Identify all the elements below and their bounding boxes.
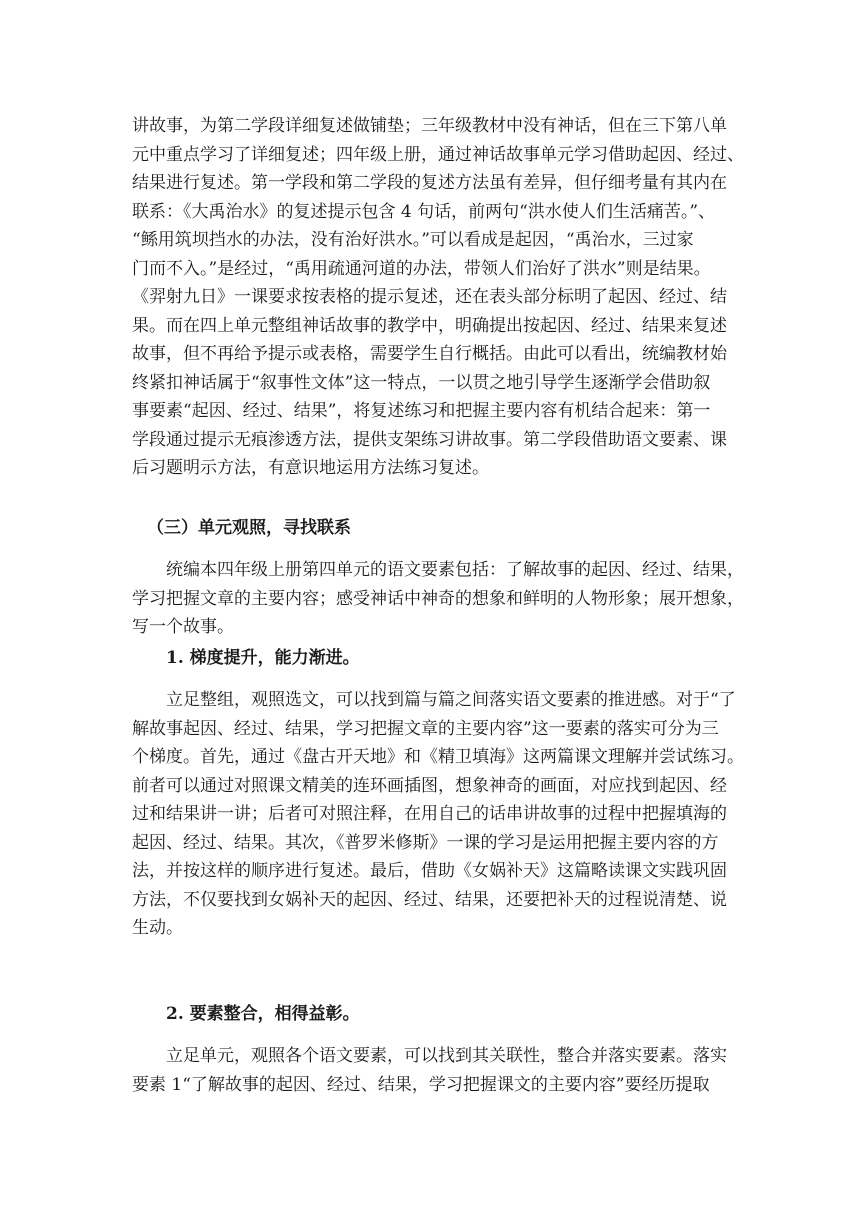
- body-paragraph-1: [132, 112, 744, 483]
- paragraph-line: 写一个故事。: [132, 617, 234, 637]
- paragraph-line: 法，并按这样的顺序进行复述。最后，借助《女娲补天》这篇略读课文实践巩固: [132, 861, 727, 881]
- paragraph-line: 《羿射九日》一课要求按表格的提示复述，还在表头部分标明了起因、经过、结: [132, 287, 727, 307]
- paragraph-line: 前者可以通过对照课文精美的连环画插图，想象神奇的画面，对应找到起因、经: [132, 775, 727, 796]
- paragraph-line: 联系：《大禹治水》的复述提示包含 4 句话，前两句“洪水使人们生活痛苦。”、: [132, 201, 716, 222]
- paragraph-line: 后习题明示方法，有意识地运用方法练习复述。: [132, 458, 489, 478]
- paragraph-line: 解故事起因、经过、结果，学习把握文章的主要内容”这一要素的落实可分为三: [132, 718, 719, 739]
- paragraph-line: 讲故事，为第二学段详细复述做铺垫；三年级教材中没有神话，但在三下第八单: [132, 116, 727, 136]
- paragraph-line: 个梯度。首先，通过《盘古开天地》和《精卫填海》这两篇课文理解并尝试练习。: [132, 747, 744, 767]
- paragraph-line: 结果进行复述。第一学段和第二学段的复述方法虽有差异，但仔细考量有其内在: [132, 173, 727, 193]
- paragraph-line: 终紧扣神话属于“叙事性文体”这一特点，一以贯之地引导学生逐渐学会借助叙: [132, 372, 711, 393]
- paragraph-line: 果。而在四上单元整组神话故事的教学中，明确提出按起因、经过、结果来复述: [132, 315, 727, 336]
- paragraph-line: 方法，不仅要找到女娲补天的起因、经过、结果，还要把补天的过程说清楚、说: [132, 889, 727, 910]
- body-paragraph-3: [132, 686, 744, 943]
- paragraph-line: 元中重点学习了详细复述；四年级上册，通过神话故事单元学习借助起因、经过、: [132, 144, 744, 165]
- paragraph-line: 门而不入。”是经过，“禹用疏通河道的办法，带领人们治好了洪水”则是结果。: [132, 258, 711, 279]
- paragraph-line: 故事，但不再给予提示或表格，需要学生自行概括。由此可以看出，统编教材始: [132, 344, 727, 364]
- paragraph-line: 学段通过提示无痕渗透方法，提供支架练习讲故事。第二学段借助语文要素、课: [132, 429, 727, 450]
- subsection-heading: 2. 要素整合，相得益彰。: [166, 1004, 360, 1024]
- body-paragraph-4: [132, 1042, 736, 1099]
- section-heading: （三）单元观照，寻找联系: [147, 518, 351, 538]
- subsection-heading: 1. 梯度提升，能力渐进。: [166, 648, 360, 668]
- paragraph-line: “鲧用筑坝挡水的办法，没有治好洪水。”可以看成是起因，“禹治水，三过家: [132, 230, 694, 250]
- paragraph-line: 要素 1“了解故事的起因、经过、结果，学习把握课文的主要内容”要经历提取: [132, 1074, 710, 1095]
- paragraph-line: 统编本四年级上册第四单元的语文要素包括：了解故事的起因、经过、结果，: [166, 560, 744, 580]
- paragraph-line: 生动。: [132, 918, 183, 938]
- paragraph-line: 过和结果讲一讲；后者可对照注释，在用自己的话串讲故事的过程中把握填海的: [132, 804, 727, 824]
- paragraph-line: 事要素“起因、经过、结果”，将复述练习和把握主要内容有机结合起来：第一: [132, 401, 711, 421]
- paragraph-line: 学习把握文章的主要内容；感受神话中神奇的想象和鲜明的人物形象；展开想象，: [132, 588, 744, 609]
- paragraph-line: 起因、经过、结果。其次，《普罗米修斯》一课的学习是运用把握主要内容的方: [132, 832, 719, 853]
- paragraph-line: 立足单元，观照各个语文要素，可以找到其关联性，整合并落实要素。落实: [166, 1046, 727, 1066]
- body-paragraph-2: [132, 556, 744, 642]
- paragraph-line: 立足整组，观照选文，可以找到篇与篇之间落实语文要素的推进感。对于“了: [166, 690, 736, 710]
